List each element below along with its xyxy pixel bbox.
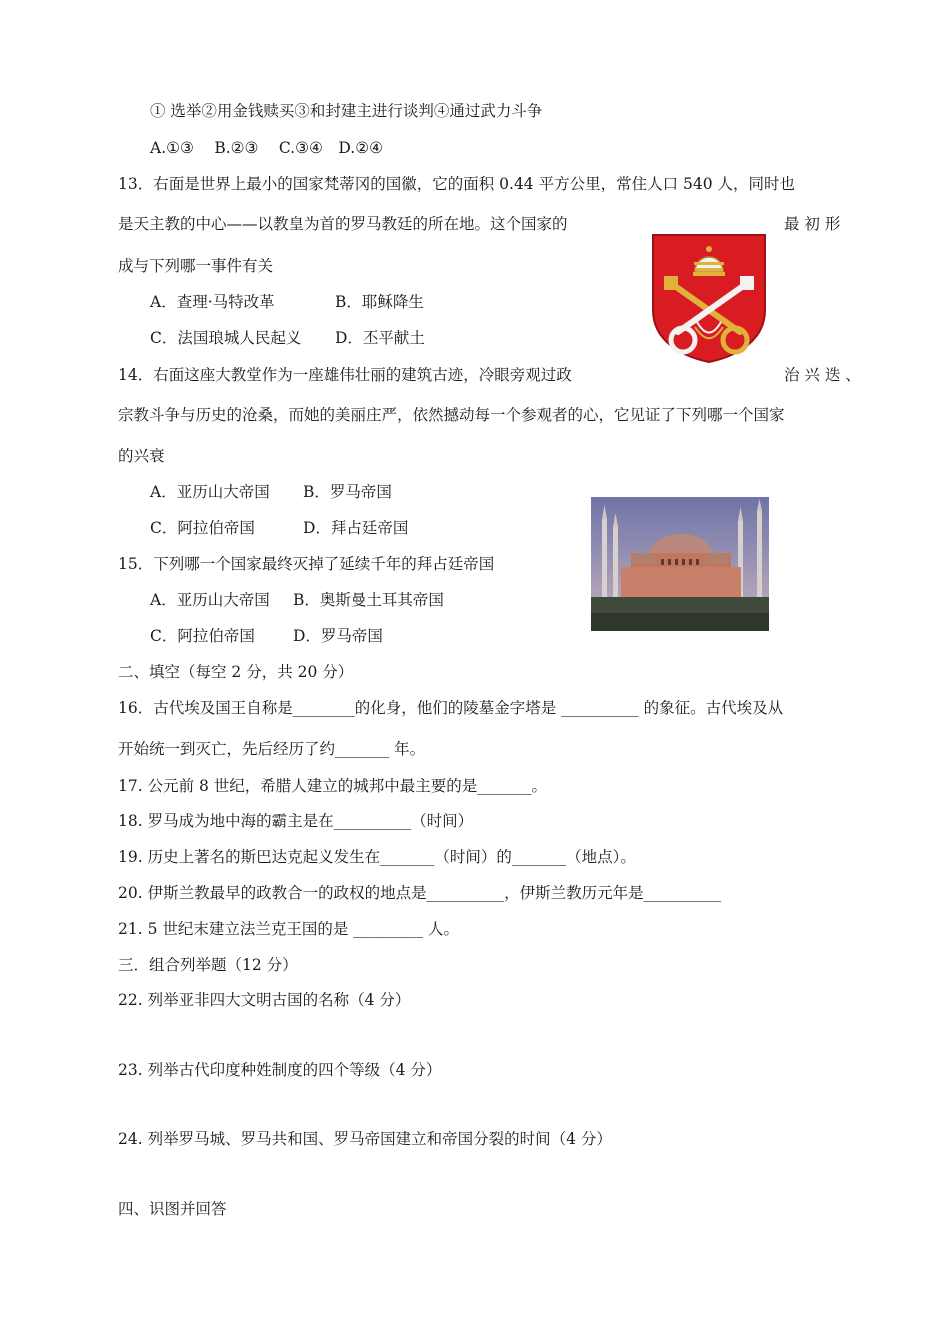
q15-choice-b: B．奥斯曼土耳其帝国 — [293, 591, 444, 609]
q14-line1-left: 14．右面这座大教堂作为一座雄伟壮丽的建筑古迹，冷眼旁观过政 — [118, 366, 572, 384]
q24: 24. 列举罗马城、罗马共和国、罗马帝国建立和帝国分裂的时间（4 分） — [118, 1130, 612, 1148]
section-2-heading: 二、填空（每空 2 分，共 20 分） — [118, 663, 354, 681]
q21: 21. 5 世纪末建立法兰克王国的是 _________ 人。 — [118, 920, 459, 938]
q18: 18. 罗马成为地中海的霸主是在__________（时间） — [118, 812, 474, 830]
q15-choice-d: D．罗马帝国 — [293, 627, 383, 645]
q23: 23. 列举古代印度种姓制度的四个等级（4 分） — [118, 1061, 442, 1079]
q13-line2-right: 最 初 形 — [784, 215, 841, 233]
q13-line2-left: 是天主教的中心——以教皇为首的罗马教廷的所在地。这个国家的 — [118, 215, 568, 233]
q14-line3: 的兴衰 — [118, 447, 165, 465]
q19: 19. 历史上著名的斯巴达克起义发生在_______（时间）的_______（地点）。 — [118, 848, 636, 866]
q14-choice-c: C．阿拉伯帝国 — [150, 519, 255, 537]
q22: 22. 列举亚非四大文明古国的名称（4 分） — [118, 991, 411, 1009]
q13-line3: 成与下列哪一事件有关 — [118, 257, 274, 275]
hagia-sophia-photo — [591, 497, 769, 631]
q14-line2: 宗教斗争与历史的沧桑，而她的美丽庄严，依然撼动每一个参观者的心，它见证了下列哪一个国家 — [118, 406, 785, 424]
section-4-heading: 四、识图并回答 — [118, 1200, 227, 1218]
q13-choice-c: C．法国琅城人民起义 — [150, 329, 302, 347]
q14-choice-d: D．拜占廷帝国 — [303, 519, 409, 537]
q15-choice-a: A．亚历山大帝国 — [150, 591, 270, 609]
q14-choice-a: A．亚历山大帝国 — [150, 483, 270, 501]
q15-choice-c: C．阿拉伯帝国 — [150, 627, 255, 645]
q13-choice-d: D．丕平献土 — [335, 329, 425, 347]
q12-choices: A.①③ B.②③ C.③④ D.②④ — [150, 139, 383, 157]
vatican-coat-of-arms-image — [650, 232, 768, 364]
q13-line1: 13．右面是世界上最小的国家梵蒂冈的国徽，它的面积 0.44 平方公里，常住人口 540 人，同时也 — [118, 175, 796, 193]
q16-line1: 16．古代埃及国王自称是________的化身，他们的陵墓金字塔是 __________ 的象征。古代埃及从 — [118, 699, 784, 717]
q17: 17. 公元前 8 世纪，希腊人建立的城邦中最主要的是_______。 — [118, 777, 548, 795]
q16-line2: 开始统一到灭亡，先后经历了约_______ 年。 — [118, 740, 426, 758]
q13-choice-a: A．查理·马特改革 — [150, 293, 275, 311]
q12-options: ① 选举②用金钱赎买③和封建主进行谈判④通过武力斗争 — [150, 102, 543, 120]
q14-line1-right: 治 兴 迭 、 — [784, 366, 861, 384]
q13-choice-b: B．耶稣降生 — [335, 293, 424, 311]
q20: 20. 伊斯兰教最早的政教合一的政权的地点是__________，伊斯兰教历元年是__________ — [118, 884, 722, 902]
section-3-heading: 三．组合列举题（12 分） — [118, 956, 298, 974]
q15-stem: 15．下列哪一个国家最终灭掉了延续千年的拜占廷帝国 — [118, 555, 495, 573]
q14-choice-b: B．罗马帝国 — [303, 483, 392, 501]
